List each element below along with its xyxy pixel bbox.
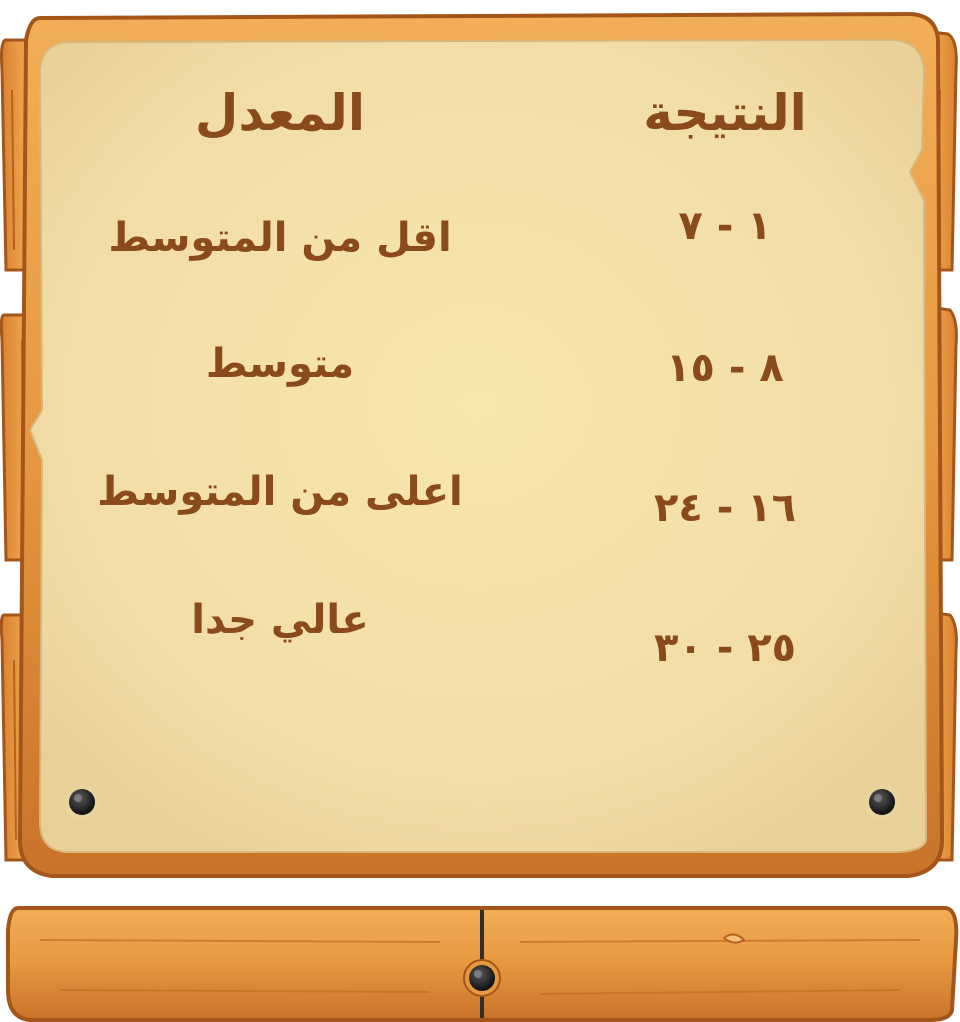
header-score: النتيجة	[643, 84, 807, 142]
row-2-score: ٨ - ١٥	[666, 345, 784, 391]
header-rating: المعدل	[195, 84, 365, 142]
row-1-score: ١ - ٧	[678, 203, 772, 249]
row-3-score: ١٦ - ٢٤	[653, 485, 797, 531]
row-2-rating: متوسط	[205, 341, 355, 387]
bottom-plank	[8, 908, 956, 1020]
parchment-panel	[30, 40, 926, 852]
row-1-rating: اقل من المتوسط	[108, 215, 452, 261]
row-4-score: ٢٥ - ٣٠	[653, 625, 797, 671]
row-3-rating: اعلى من المتوسط	[97, 469, 463, 515]
row-4-rating: عالي جدا	[191, 597, 369, 643]
